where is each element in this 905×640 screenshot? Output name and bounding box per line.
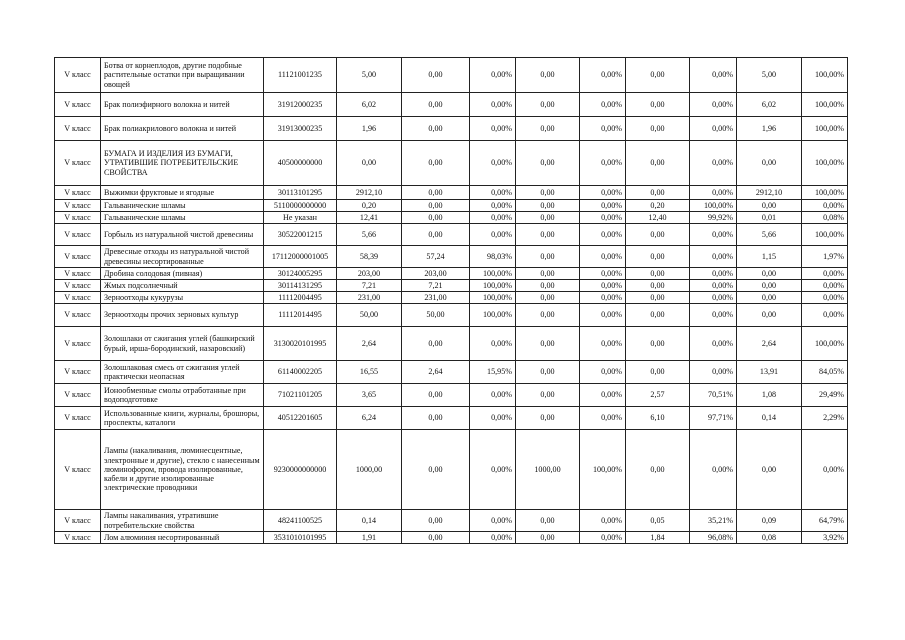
- value-cell: 0,00: [737, 200, 802, 212]
- percent-cell: 98,03%: [470, 246, 516, 268]
- value-cell: 12,40: [626, 212, 690, 224]
- waste-name-cell: Лампы (накаливания, люминесцентные, электронные и другие), стекло с нанесенным люминофором, провода изолированные, кабели и другие изолированные электрические проводники: [101, 430, 264, 510]
- value-cell: 2,64: [737, 327, 802, 361]
- fkko-code-cell: 71021101205: [264, 384, 337, 407]
- value-cell: 1000,00: [337, 430, 402, 510]
- table-row: [55, 224, 848, 246]
- table-row: [55, 246, 848, 268]
- percent-cell: 0,00%: [580, 327, 626, 361]
- waste-name-cell: Использованные книги, журналы, брошюры, проспекты, каталоги: [101, 407, 264, 430]
- percent-cell: 0,00%: [580, 361, 626, 384]
- percent-cell: 0,00%: [470, 212, 516, 224]
- value-cell: 0,00: [737, 304, 802, 327]
- value-cell: 0,05: [626, 510, 690, 532]
- value-cell: 203,00: [337, 268, 402, 280]
- percent-cell: 2,29%: [802, 407, 848, 430]
- table-row: [55, 186, 848, 200]
- percent-cell: 0,00%: [470, 510, 516, 532]
- percent-cell: 0,00%: [580, 117, 626, 141]
- value-cell: 0,00: [737, 141, 802, 186]
- value-cell: 7,21: [402, 280, 470, 292]
- waste-name-cell: Выжимки фруктовые и ягодные: [101, 186, 264, 200]
- fkko-code-cell: 17112000001005: [264, 246, 337, 268]
- value-cell: 0,00: [516, 200, 580, 212]
- value-cell: 0,00: [516, 117, 580, 141]
- value-cell: 0,00: [626, 117, 690, 141]
- fkko-code-cell: 30113101295: [264, 186, 337, 200]
- table-body: [55, 58, 848, 544]
- waste-name-cell: Зерноотходы прочих зерновых культур: [101, 304, 264, 327]
- percent-cell: 0,00%: [580, 224, 626, 246]
- percent-cell: 70,51%: [690, 384, 737, 407]
- percent-cell: 1,97%: [802, 246, 848, 268]
- value-cell: 1,91: [337, 532, 402, 544]
- value-cell: 5,00: [337, 58, 402, 93]
- waste-name-cell: Ионообменные смолы отработанные при водоподготовке: [101, 384, 264, 407]
- value-cell: 5,66: [337, 224, 402, 246]
- value-cell: 0,00: [626, 292, 690, 304]
- fkko-code-cell: 3130020101995: [264, 327, 337, 361]
- percent-cell: 0,00%: [690, 361, 737, 384]
- value-cell: 0,00: [402, 200, 470, 212]
- value-cell: 0,00: [516, 304, 580, 327]
- percent-cell: 0,00%: [580, 304, 626, 327]
- percent-cell: 0,00%: [580, 532, 626, 544]
- fkko-code-cell: 40500000000: [264, 141, 337, 186]
- value-cell: 13,91: [737, 361, 802, 384]
- waste-name-cell: Гальванические шламы: [101, 200, 264, 212]
- value-cell: 5,66: [737, 224, 802, 246]
- value-cell: 0,00: [402, 510, 470, 532]
- value-cell: 0,00: [516, 58, 580, 93]
- value-cell: 6,24: [337, 407, 402, 430]
- value-cell: 0,00: [516, 141, 580, 186]
- percent-cell: 0,00%: [580, 407, 626, 430]
- percent-cell: 0,00%: [470, 224, 516, 246]
- percent-cell: 0,00%: [690, 141, 737, 186]
- percent-cell: 0,00%: [690, 117, 737, 141]
- value-cell: 50,00: [337, 304, 402, 327]
- percent-cell: 0,00%: [580, 186, 626, 200]
- value-cell: 6,10: [626, 407, 690, 430]
- table-row: [55, 93, 848, 117]
- value-cell: 0,00: [516, 384, 580, 407]
- waste-table: [54, 57, 848, 544]
- percent-cell: 0,00%: [690, 268, 737, 280]
- percent-cell: 0,00%: [470, 186, 516, 200]
- value-cell: 3,65: [337, 384, 402, 407]
- value-cell: 0,20: [337, 200, 402, 212]
- waste-name-cell: Брак полиэфирного волокна и нитей: [101, 93, 264, 117]
- value-cell: 0,00: [402, 117, 470, 141]
- waste-name-cell: Зерноотходы кукурузы: [101, 292, 264, 304]
- waste-name-cell: Гальванические шламы: [101, 212, 264, 224]
- percent-cell: 0,00%: [470, 58, 516, 93]
- value-cell: 0,00: [626, 58, 690, 93]
- class-cell: V класс: [55, 304, 101, 327]
- percent-cell: 0,00%: [580, 292, 626, 304]
- value-cell: 0,00: [626, 361, 690, 384]
- value-cell: 1000,00: [516, 430, 580, 510]
- fkko-code-cell: 31912000235: [264, 93, 337, 117]
- table-row: [55, 532, 848, 544]
- table-row: [55, 430, 848, 510]
- class-cell: V класс: [55, 292, 101, 304]
- waste-name-cell: Древесные отходы из натуральной чистой древесины несортированные: [101, 246, 264, 268]
- percent-cell: 0,00%: [470, 407, 516, 430]
- class-cell: V класс: [55, 268, 101, 280]
- value-cell: 0,00: [402, 186, 470, 200]
- value-cell: 0,00: [626, 246, 690, 268]
- value-cell: 0,09: [737, 510, 802, 532]
- fkko-code-cell: 11112004495: [264, 292, 337, 304]
- value-cell: 0,00: [626, 186, 690, 200]
- percent-cell: 100,00%: [690, 200, 737, 212]
- percent-cell: 29,49%: [802, 384, 848, 407]
- table-row: [55, 407, 848, 430]
- value-cell: 0,00: [626, 93, 690, 117]
- value-cell: 0,00: [516, 327, 580, 361]
- waste-name-cell: Золошлаки от сжигания углей (башкирский бурый, ирша-бородинский, назаровский): [101, 327, 264, 361]
- class-cell: V класс: [55, 280, 101, 292]
- fkko-code-cell: 40512201605: [264, 407, 337, 430]
- waste-name-cell: Дробина солодовая (пивная): [101, 268, 264, 280]
- percent-cell: 0,00%: [690, 93, 737, 117]
- value-cell: 2,64: [402, 361, 470, 384]
- value-cell: 0,00: [516, 361, 580, 384]
- percent-cell: 0,00%: [690, 186, 737, 200]
- class-cell: V класс: [55, 246, 101, 268]
- value-cell: 1,15: [737, 246, 802, 268]
- table-row: [55, 384, 848, 407]
- waste-name-cell: Лампы накаливания, утратившие потребительские свойства: [101, 510, 264, 532]
- value-cell: 0,00: [402, 327, 470, 361]
- percent-cell: 100,00%: [802, 224, 848, 246]
- waste-name-cell: Лом алюминия несортированный: [101, 532, 264, 544]
- value-cell: 1,96: [737, 117, 802, 141]
- percent-cell: 0,00%: [470, 93, 516, 117]
- table-row: [55, 280, 848, 292]
- value-cell: 2912,10: [737, 186, 802, 200]
- percent-cell: 0,00%: [580, 246, 626, 268]
- class-cell: V класс: [55, 58, 101, 93]
- percent-cell: 0,00%: [690, 246, 737, 268]
- value-cell: 0,00: [516, 268, 580, 280]
- table-row: [55, 292, 848, 304]
- value-cell: 0,00: [626, 280, 690, 292]
- value-cell: 6,02: [337, 93, 402, 117]
- class-cell: V класс: [55, 200, 101, 212]
- value-cell: 6,02: [737, 93, 802, 117]
- value-cell: 1,84: [626, 532, 690, 544]
- class-cell: V класс: [55, 361, 101, 384]
- percent-cell: 0,00%: [580, 93, 626, 117]
- percent-cell: 0,00%: [690, 327, 737, 361]
- percent-cell: 3,92%: [802, 532, 848, 544]
- value-cell: 58,39: [337, 246, 402, 268]
- percent-cell: 0,00%: [802, 292, 848, 304]
- percent-cell: 0,00%: [470, 200, 516, 212]
- value-cell: 231,00: [402, 292, 470, 304]
- fkko-code-cell: 30114131295: [264, 280, 337, 292]
- percent-cell: 0,00%: [580, 384, 626, 407]
- value-cell: 0,01: [737, 212, 802, 224]
- value-cell: 0,00: [402, 141, 470, 186]
- class-cell: V класс: [55, 224, 101, 246]
- fkko-code-cell: 61140002205: [264, 361, 337, 384]
- value-cell: 0,00: [737, 430, 802, 510]
- fkko-code-cell: 31913000235: [264, 117, 337, 141]
- class-cell: V класс: [55, 430, 101, 510]
- percent-cell: 100,00%: [580, 430, 626, 510]
- value-cell: 0,00: [626, 304, 690, 327]
- fkko-code-cell: 11112014495: [264, 304, 337, 327]
- value-cell: 231,00: [337, 292, 402, 304]
- value-cell: 57,24: [402, 246, 470, 268]
- percent-cell: 100,00%: [802, 327, 848, 361]
- waste-name-cell: Ботва от корнеплодов, другие подобные растительные остатки при выращивании овощей: [101, 58, 264, 93]
- percent-cell: 100,00%: [470, 292, 516, 304]
- value-cell: 0,00: [516, 246, 580, 268]
- percent-cell: 97,71%: [690, 407, 737, 430]
- fkko-code-cell: Не указан: [264, 212, 337, 224]
- table-row: [55, 200, 848, 212]
- value-cell: 203,00: [402, 268, 470, 280]
- class-cell: V класс: [55, 186, 101, 200]
- percent-cell: 0,00%: [580, 212, 626, 224]
- value-cell: 0,00: [516, 532, 580, 544]
- value-cell: 0,14: [737, 407, 802, 430]
- value-cell: 50,00: [402, 304, 470, 327]
- class-cell: V класс: [55, 384, 101, 407]
- value-cell: 0,00: [402, 384, 470, 407]
- percent-cell: 0,00%: [802, 304, 848, 327]
- waste-name-cell: Брак полиакрилового волокна и нитей: [101, 117, 264, 141]
- percent-cell: 64,79%: [802, 510, 848, 532]
- percent-cell: 100,00%: [802, 141, 848, 186]
- value-cell: 0,00: [337, 141, 402, 186]
- percent-cell: 100,00%: [470, 268, 516, 280]
- class-cell: V класс: [55, 212, 101, 224]
- value-cell: 0,00: [516, 407, 580, 430]
- class-cell: V класс: [55, 117, 101, 141]
- value-cell: 0,00: [626, 141, 690, 186]
- value-cell: 0,00: [516, 186, 580, 200]
- value-cell: 0,14: [337, 510, 402, 532]
- class-cell: V класс: [55, 407, 101, 430]
- value-cell: 0,00: [402, 212, 470, 224]
- class-cell: V класс: [55, 510, 101, 532]
- class-cell: V класс: [55, 532, 101, 544]
- value-cell: 2912,10: [337, 186, 402, 200]
- value-cell: 0,00: [626, 224, 690, 246]
- value-cell: 1,96: [337, 117, 402, 141]
- value-cell: 5,00: [737, 58, 802, 93]
- value-cell: 0,00: [516, 224, 580, 246]
- value-cell: 0,08: [737, 532, 802, 544]
- value-cell: 0,00: [737, 280, 802, 292]
- value-cell: 0,00: [402, 407, 470, 430]
- percent-cell: 0,00%: [470, 430, 516, 510]
- percent-cell: 0,00%: [470, 532, 516, 544]
- fkko-code-cell: 48241100525: [264, 510, 337, 532]
- percent-cell: 0,00%: [690, 224, 737, 246]
- percent-cell: 0,00%: [690, 58, 737, 93]
- waste-name-cell: БУМАГА И ИЗДЕЛИЯ ИЗ БУМАГИ, УТРАТИВШИЕ ПОТРЕБИТЕЛЬСКИЕ СВОЙСТВА: [101, 141, 264, 186]
- waste-name-cell: Золошлаковая смесь от сжигания углей практически неопасная: [101, 361, 264, 384]
- class-cell: V класс: [55, 93, 101, 117]
- value-cell: 0,00: [626, 327, 690, 361]
- percent-cell: 100,00%: [470, 280, 516, 292]
- value-cell: 0,00: [402, 93, 470, 117]
- percent-cell: 0,00%: [580, 510, 626, 532]
- percent-cell: 35,21%: [690, 510, 737, 532]
- percent-cell: 0,00%: [802, 200, 848, 212]
- value-cell: 0,00: [737, 268, 802, 280]
- class-cell: V класс: [55, 141, 101, 186]
- value-cell: 12,41: [337, 212, 402, 224]
- value-cell: 0,00: [402, 224, 470, 246]
- percent-cell: 100,00%: [802, 186, 848, 200]
- percent-cell: 0,00%: [690, 280, 737, 292]
- value-cell: 2,57: [626, 384, 690, 407]
- waste-name-cell: Горбыль из натуральной чистой древесины: [101, 224, 264, 246]
- percent-cell: 0,00%: [802, 268, 848, 280]
- percent-cell: 100,00%: [470, 304, 516, 327]
- percent-cell: 0,00%: [802, 280, 848, 292]
- percent-cell: 84,05%: [802, 361, 848, 384]
- value-cell: 0,00: [516, 93, 580, 117]
- value-cell: 0,00: [737, 292, 802, 304]
- value-cell: 7,21: [337, 280, 402, 292]
- percent-cell: 0,00%: [470, 384, 516, 407]
- class-cell: V класс: [55, 327, 101, 361]
- value-cell: 0,00: [516, 510, 580, 532]
- percent-cell: 100,00%: [802, 117, 848, 141]
- percent-cell: 0,00%: [690, 430, 737, 510]
- table-row: [55, 268, 848, 280]
- percent-cell: 0,00%: [580, 280, 626, 292]
- value-cell: 2,64: [337, 327, 402, 361]
- fkko-code-cell: 9230000000000: [264, 430, 337, 510]
- fkko-code-cell: 30522001215: [264, 224, 337, 246]
- waste-name-cell: Жмых подсолнечный: [101, 280, 264, 292]
- fkko-code-cell: 30124005295: [264, 268, 337, 280]
- value-cell: 0,00: [626, 430, 690, 510]
- percent-cell: 0,00%: [802, 430, 848, 510]
- value-cell: 0,00: [516, 292, 580, 304]
- table-row: [55, 510, 848, 532]
- table-row: [55, 58, 848, 93]
- table-row: [55, 141, 848, 186]
- table-row: [55, 212, 848, 224]
- percent-cell: 15,95%: [470, 361, 516, 384]
- percent-cell: 0,00%: [580, 268, 626, 280]
- table-row: [55, 361, 848, 384]
- percent-cell: 0,00%: [470, 117, 516, 141]
- value-cell: 0,00: [402, 532, 470, 544]
- percent-cell: 0,00%: [580, 141, 626, 186]
- fkko-code-cell: 5110000000000: [264, 200, 337, 212]
- value-cell: 0,00: [626, 268, 690, 280]
- table-row: [55, 117, 848, 141]
- value-cell: 0,00: [516, 280, 580, 292]
- percent-cell: 0,00%: [470, 141, 516, 186]
- table-row: [55, 304, 848, 327]
- value-cell: 16,55: [337, 361, 402, 384]
- fkko-code-cell: 11121001235: [264, 58, 337, 93]
- table-row: [55, 327, 848, 361]
- percent-cell: 99,92%: [690, 212, 737, 224]
- value-cell: 1,08: [737, 384, 802, 407]
- value-cell: 0,00: [402, 430, 470, 510]
- percent-cell: 0,00%: [470, 327, 516, 361]
- value-cell: 0,20: [626, 200, 690, 212]
- percent-cell: 0,00%: [690, 304, 737, 327]
- percent-cell: 100,00%: [802, 93, 848, 117]
- percent-cell: 100,00%: [802, 58, 848, 93]
- percent-cell: 0,00%: [580, 58, 626, 93]
- percent-cell: 0,00%: [580, 200, 626, 212]
- value-cell: 0,00: [402, 58, 470, 93]
- value-cell: 0,00: [516, 212, 580, 224]
- percent-cell: 96,08%: [690, 532, 737, 544]
- percent-cell: 0,00%: [690, 292, 737, 304]
- percent-cell: 0,08%: [802, 212, 848, 224]
- fkko-code-cell: 3531010101995: [264, 532, 337, 544]
